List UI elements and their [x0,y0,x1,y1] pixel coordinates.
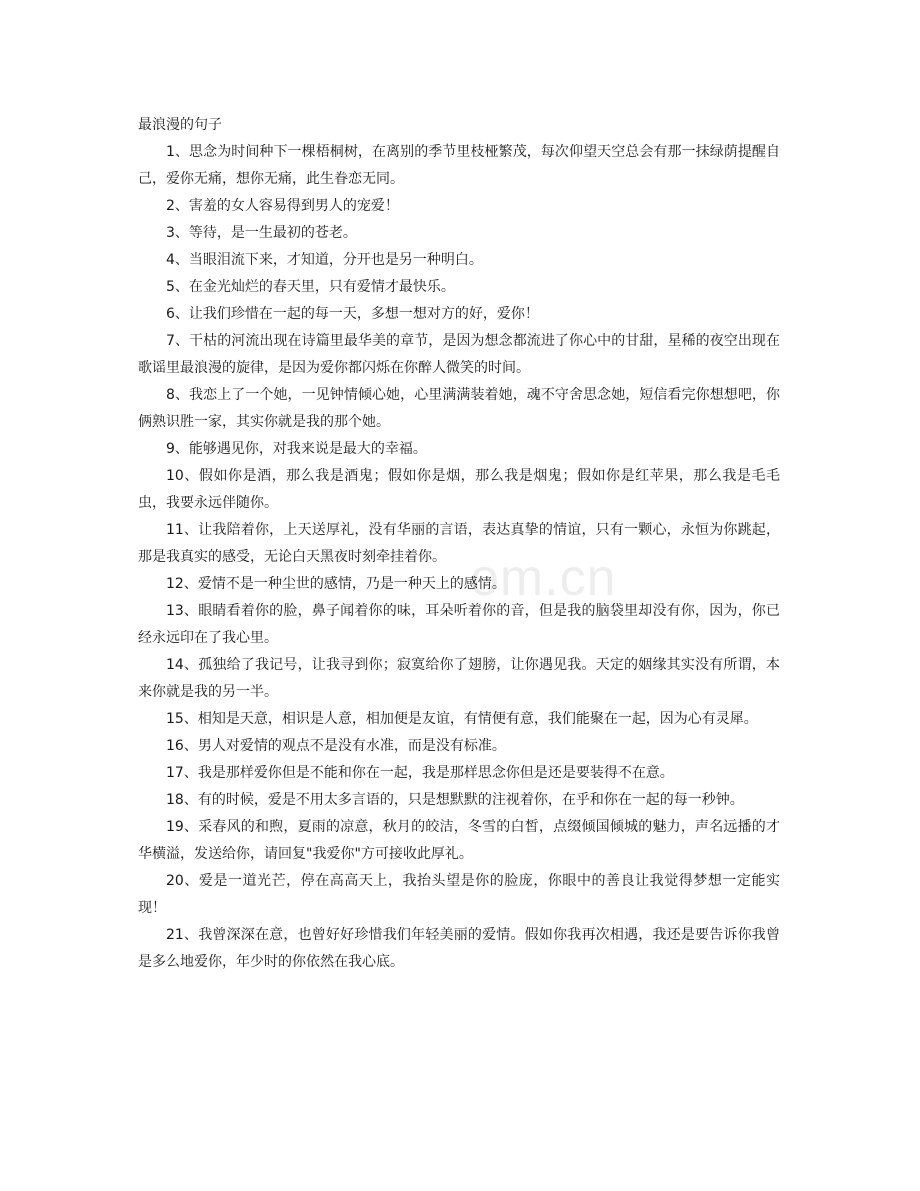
paragraph: 9、能够遇见你，对我来说是最大的幸福。 [166,441,427,457]
paragraph: 6、让我们珍惜在一起的每一天，多想一想对方的好，爱你！ [166,306,539,322]
paragraph: 16、男人对爱情的观点不是没有水准，而是没有标准。 [166,738,506,754]
paragraph: 5、在金光灿烂的春天里，只有爱情才最快乐。 [166,279,455,295]
document-body [138,112,780,976]
paragraph: 8、我恋上了一个她，一见钟情倾心她，心里满满装着她，魂不守舍思念她，短信看完你想想吧，你俩熟识胜一家，其实你就是我的那个她。 [138,387,780,430]
paragraph: 18、有的时候，爱是不用太多言语的，只是想默默的注视着你，在乎和你在一起的每一秒钟。 [166,792,744,808]
paragraph: 2、害羞的女人容易得到男人的宠爱！ [166,198,399,214]
paragraph: 3、等待，是一生最初的苍老。 [166,225,357,241]
paragraph: 20、爱是一道光芒，停在高高天上，我抬头望是你的脸庞，你眼中的善良让我觉得梦想一定能实现！ [138,873,780,916]
paragraph: 15、相知是天意，相识是人意，相加便是友谊，有情便有意，我们能聚在一起，因为心有灵犀。 [166,711,758,727]
paragraph: 10、假如你是酒，那么我是酒鬼；假如你是烟，那么我是烟鬼；假如你是红苹果，那么我是毛毛虫，我要永远伴随你。 [138,468,780,511]
paragraph: 7、干枯的河流出现在诗篇里最华美的章节，是因为想念都流进了你心中的甘甜，星稀的夜空出现在歌谣里最浪漫的旋律，是因为爱你都闪烁在你醉人微笑的时间。 [138,333,780,376]
document-title: 最浪漫的句子 [138,117,222,133]
paragraph: 19、采春风的和煦，夏雨的凉意，秋月的皎洁，冬雪的白皙，点缀倾国倾城的魅力，声名远播的才华横溢，发送给你，请回复"我爱你"方可接收此厚礼。 [138,819,780,862]
paragraph: 11、让我陪着你，上天送厚礼，没有华丽的言语，表达真挚的情谊，只有一颗心，永恒为你跳起，那是我真实的感受，无论白天黑夜时刻牵挂着你。 [138,522,780,565]
watermark: om.cn [470,549,617,607]
paragraph: 12、爱情不是一种尘世的感情，乃是一种天上的感情。 [166,576,506,592]
paragraph: 21、我曾深深在意，也曾好好珍惜我们年轻美丽的爱情。假如你我再次相遇，我还是要告诉你我曾是多么地爱你，年少时的你依然在我心底。 [138,927,780,970]
paragraph: 13、眼睛看着你的脸，鼻子闻着你的味，耳朵听着你的音，但是我的脑袋里却没有你，因为，你已经永远印在了我心里。 [138,603,780,646]
paragraph: 14、孤独给了我记号，让我寻到你；寂寞给你了翅膀，让你遇见我。天定的姻缘其实没有所谓，本来你就是我的另一半。 [138,657,780,700]
paragraph: 1、思念为时间种下一棵梧桐树，在离别的季节里枝桠繁茂，每次仰望天空总会有那一抹绿荫提醒自己，爱你无痛，想你无痛，此生眷恋无同。 [138,144,780,187]
paragraph: 4、当眼泪流下来，才知道，分开也是另一种明白。 [166,252,483,268]
paragraph: 17、我是那样爱你但是不能和你在一起，我是那样思念你但是还是要装得不在意。 [166,765,674,781]
